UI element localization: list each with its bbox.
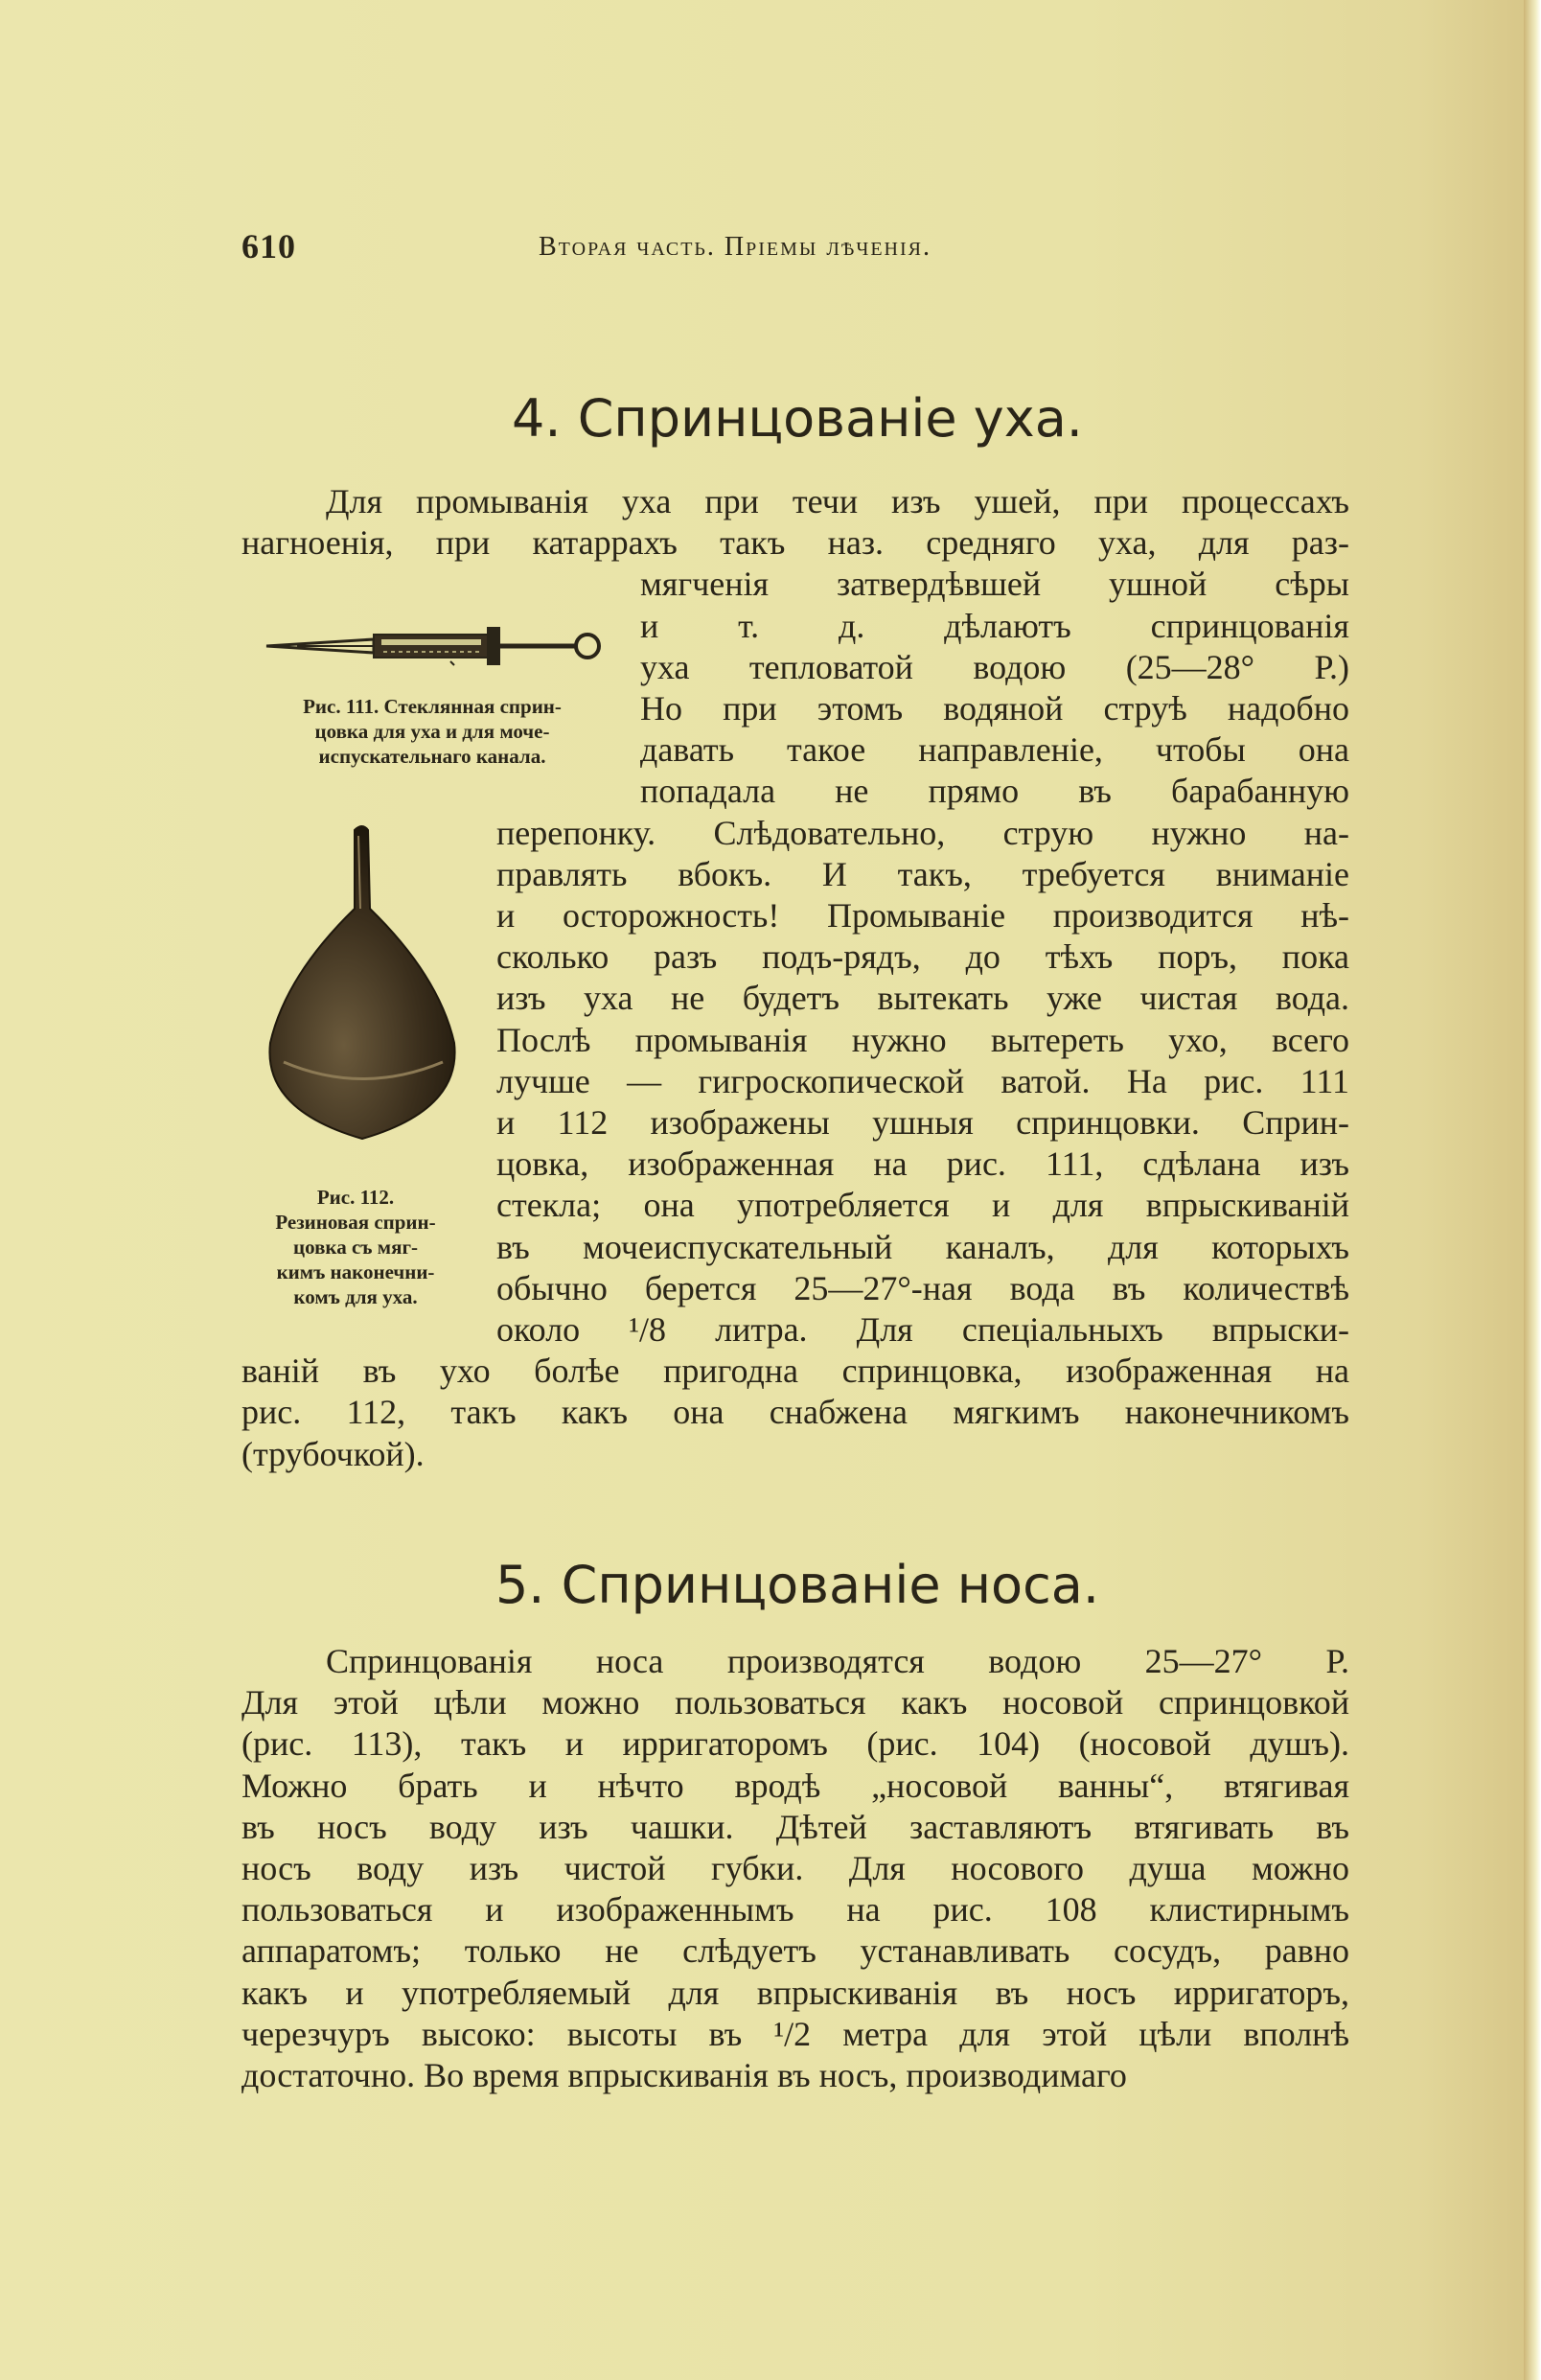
text-line: какъ и употребляемый для впрыскиванія въ носъ ирригаторъ, bbox=[242, 1973, 1349, 2012]
text-line: и 112 изображены ушныя спринцовки. Сприн- bbox=[496, 1103, 1349, 1142]
text-line: Для промыванія уха при течи изъ ушей, при процессахъ bbox=[326, 482, 1349, 520]
section-title-ear: 4. Спринцованіе уха. bbox=[512, 388, 1083, 449]
text-line: нагноенія, при катаррахъ такъ наз. средняго уха, для раз- bbox=[242, 523, 1349, 563]
text-line: и осторожность! Промываніе производится нѣ- bbox=[496, 896, 1349, 935]
text-line: обычно берется 25—27°-ная вода въ количествѣ bbox=[496, 1268, 1349, 1307]
text-line: Послѣ промыванія нужно вытереть ухо, всего bbox=[496, 1020, 1349, 1059]
text-line: ваній въ ухо болѣе пригодна спринцовка, изображенная на bbox=[242, 1352, 1349, 1391]
text-line: стекла; она употребляется и для впрыскиваній bbox=[496, 1186, 1349, 1225]
text-line: около ¹/8 литра. Для спеціальныхъ впрыски- bbox=[496, 1310, 1349, 1349]
text-line: изъ уха не будетъ вытекать уже чистая вода. bbox=[496, 979, 1349, 1018]
text-line: Можно брать и нѣчто вродѣ „носовой ванны“, втягивая bbox=[242, 1766, 1349, 1805]
text-line: правлять вбокъ. И такъ, требуется вниманіе bbox=[496, 854, 1349, 893]
text-line: цовка, изображенная на рис. 111, сдѣлана изъ bbox=[496, 1144, 1349, 1184]
running-head: Вторая часть. Пріемы лѣченія. bbox=[539, 232, 932, 262]
text-line: черезчуръ высоко: высоты въ ¹/2 метра для этой цѣли вполнѣ bbox=[242, 2014, 1349, 2053]
text-line: въ мочеиспускательный каналъ, для которыхъ bbox=[496, 1227, 1349, 1266]
text-line: Но при этомъ водяной струѣ надобно bbox=[640, 689, 1349, 728]
text-line: рис. 112, такъ какъ она снабжена мягкимъ наконечникомъ bbox=[242, 1393, 1349, 1432]
text-line: перепонку. Слѣдовательно, струю нужно на- bbox=[496, 813, 1349, 852]
fig112-caption: Рис. 112. Резиновая сприн- цовка съ мяг- кимъ наконечни- комъ для уха. bbox=[275, 1186, 436, 1308]
text-line: (рис. 113), такъ и ирригаторомъ (рис. 104) (носовой душъ). bbox=[242, 1724, 1349, 1764]
text-line: носъ воду изъ чистой губки. Для носового душа можно bbox=[242, 1849, 1349, 1887]
page-number: 610 bbox=[242, 227, 296, 266]
page-edge bbox=[1524, 0, 1541, 2380]
section-title-nose: 5. Спринцованіе носа. bbox=[494, 1555, 1100, 1615]
text-line: попадала не прямо въ барабанную bbox=[640, 772, 1349, 811]
text-line: въ носъ воду изъ чашки. Дѣтей заставляютъ втягивать въ bbox=[242, 1807, 1349, 1846]
fig112-rubber-bulb-syringe bbox=[257, 822, 468, 1148]
text-line: давать такое направленіе, чтобы она bbox=[640, 730, 1349, 770]
text-line: и т. д. дѣлаютъ спринцованія bbox=[640, 606, 1349, 645]
text-line: лучше — гигроскопической ватой. На рис. 111 bbox=[496, 1061, 1349, 1100]
text-line: достаточно. Во время впрыскиванія въ носъ, производимаго bbox=[242, 2056, 1127, 2094]
text-line: уха тепловатой водою (25—28° Р.) bbox=[640, 647, 1349, 686]
text-line: Для этой цѣли можно пользоваться какъ носовой спринцовкой bbox=[242, 1683, 1349, 1722]
fig111-caption: Рис. 111. Стеклянная сприн- цовка для уха и для моче- испускательнаго канала. bbox=[303, 695, 562, 768]
page-header bbox=[242, 226, 1363, 274]
text-line: пользоваться и изображеннымъ на рис. 108 клистирнымъ bbox=[242, 1890, 1349, 1929]
text-line: сколько разъ подъ-рядъ, до тѣхъ поръ, пока bbox=[496, 937, 1349, 977]
fig111-glass-syringe bbox=[259, 613, 604, 671]
text-line: мягченія затвердѣвшей ушной сѣры bbox=[640, 565, 1349, 604]
text-line: Спринцованія носа производятся водою 25—27° Р. bbox=[326, 1642, 1349, 1680]
text-line: (трубочкой). bbox=[242, 1434, 425, 1473]
text-line: аппаратомъ; только не слѣдуетъ устанавливать сосудъ, равно bbox=[242, 1931, 1349, 1971]
